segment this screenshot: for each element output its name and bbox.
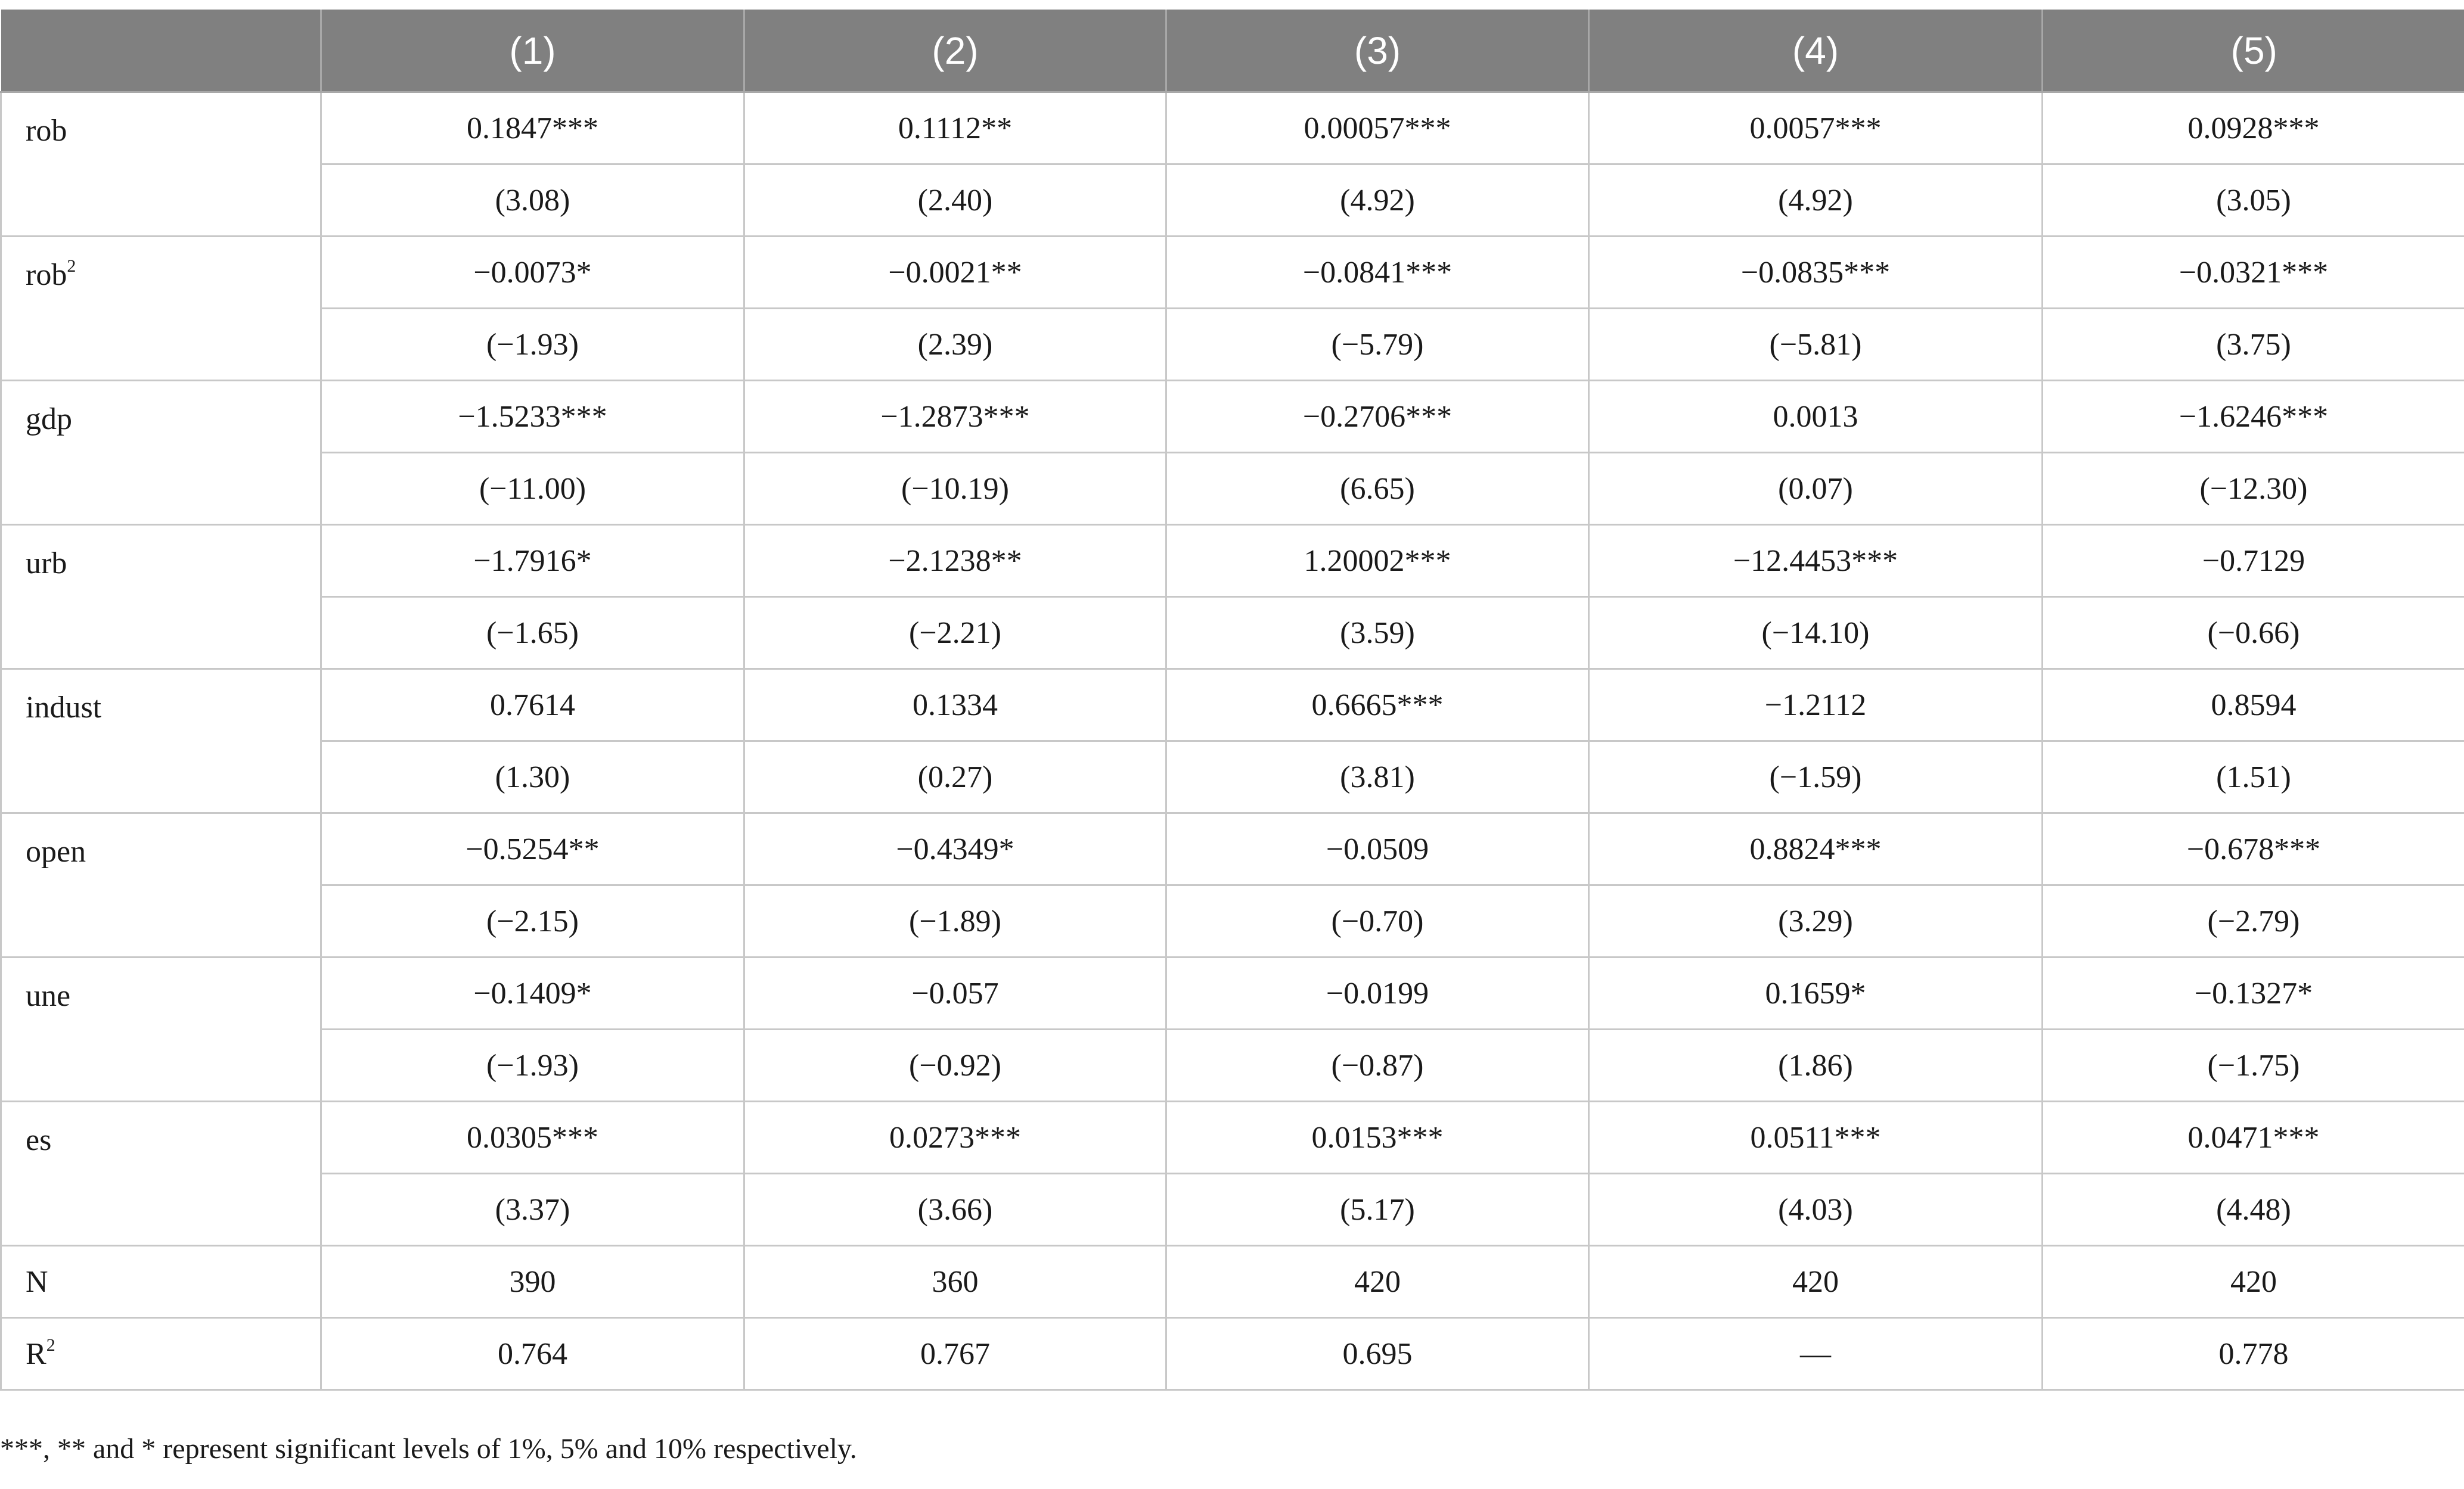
summary-value-cell: 420 [1589,1246,2043,1318]
coefficient-cell: 0.0471*** [2043,1102,2464,1174]
t-statistic-cell: (−1.65) [321,597,744,669]
variable-label [1,669,321,813]
summary-value-cell: 390 [321,1246,744,1318]
variable-label [1,92,321,237]
header-row [1,10,2464,92]
coefficient-cell: 0.0013 [1589,381,2043,453]
coefficient-cell: −1.7916* [321,525,744,597]
t-statistic-cell: (4.03) [1589,1174,2043,1246]
coefficient-cell: 0.6665*** [1166,669,1589,741]
coefficient-cell: 0.1659* [1589,958,2043,1030]
variable-name: gdp [26,402,72,436]
table-footnote: ***, ** and * represent significant levels of 1%, 5% and 10% respectively. [0,1433,857,1465]
variable-label [1,958,321,1102]
summary-value-cell: 420 [2043,1246,2464,1318]
t-statistic-cell: (−1.93) [321,1030,744,1102]
t-statistic-cell: (2.39) [744,309,1166,381]
coefficient-cell: −1.2112 [1589,669,2043,741]
regression-table-container [0,10,2464,1391]
t-statistic-cell: (0.27) [744,741,1166,813]
t-statistic-cell: (−2.15) [321,885,744,958]
t-statistic-row [1,1174,2464,1246]
coefficient-cell: 1.20002*** [1166,525,1589,597]
coefficient-cell: 0.8594 [2043,669,2464,741]
t-statistic-cell: (3.81) [1166,741,1589,813]
t-statistic-row [1,597,2464,669]
summary-value-cell: — [1589,1318,2043,1390]
header-cell-model-2: (2) [744,10,1166,92]
coefficient-row [1,669,2464,741]
coefficient-cell: 0.00057*** [1166,92,1589,164]
coefficient-cell: 0.0305*** [321,1102,744,1174]
summary-row [1,1246,2464,1318]
coefficient-cell: −0.0199 [1166,958,1589,1030]
coefficient-row [1,1102,2464,1174]
t-statistic-cell: (3.37) [321,1174,744,1246]
header-cell-model-4: (4) [1589,10,2043,92]
t-statistic-cell: (5.17) [1166,1174,1589,1246]
coefficient-cell: 0.0928*** [2043,92,2464,164]
variable-label [1,525,321,669]
coefficient-cell: −0.0021** [744,237,1166,309]
variable-superscript: 2 [46,1335,55,1355]
variable-label [1,1246,321,1318]
variable-name: rob [26,114,67,148]
variable-name: rob [26,258,67,292]
t-statistic-cell: (−2.21) [744,597,1166,669]
variable-label [1,1102,321,1246]
coefficient-cell: −0.1327* [2043,958,2464,1030]
t-statistic-cell: (−1.89) [744,885,1166,958]
summary-value-cell: 360 [744,1246,1166,1318]
t-statistic-cell: (3.29) [1589,885,2043,958]
t-statistic-cell: (−10.19) [744,453,1166,525]
regression-table [0,10,2464,1391]
coefficient-cell: −0.678*** [2043,813,2464,885]
variable-label [1,237,321,381]
coefficient-cell: −0.5254** [321,813,744,885]
t-statistic-cell: (3.75) [2043,309,2464,381]
header-cell-corner [1,10,321,92]
t-statistic-cell: (−12.30) [2043,453,2464,525]
variable-name: une [26,979,71,1013]
header-cell-model-1: (1) [321,10,744,92]
variable-label [1,813,321,958]
t-statistic-cell: (3.59) [1166,597,1589,669]
variable-superscript: 2 [67,256,76,276]
t-statistic-cell: (−0.66) [2043,597,2464,669]
coefficient-cell: 0.1112** [744,92,1166,164]
t-statistic-row [1,453,2464,525]
variable-name: es [26,1123,52,1157]
coefficient-cell: −0.057 [744,958,1166,1030]
variable-label [1,1318,321,1390]
variable-name: R [26,1336,46,1371]
coefficient-row [1,958,2464,1030]
t-statistic-row [1,309,2464,381]
variable-name: N [26,1264,48,1299]
t-statistic-cell: (−5.81) [1589,309,2043,381]
summary-value-cell: 0.764 [321,1318,744,1390]
summary-row [1,1318,2464,1390]
coefficient-cell: −0.2706*** [1166,381,1589,453]
t-statistic-cell: (−14.10) [1589,597,2043,669]
coefficient-cell: −0.0321*** [2043,237,2464,309]
t-statistic-cell: (1.86) [1589,1030,2043,1102]
t-statistic-cell: (−1.93) [321,309,744,381]
t-statistic-cell: (1.30) [321,741,744,813]
coefficient-cell: −0.7129 [2043,525,2464,597]
coefficient-cell: −2.1238** [744,525,1166,597]
coefficient-row [1,813,2464,885]
variable-name: open [26,835,86,869]
coefficient-cell: 0.0511*** [1589,1102,2043,1174]
t-statistic-row [1,741,2464,813]
t-statistic-cell: (0.07) [1589,453,2043,525]
coefficient-row [1,237,2464,309]
coefficient-row [1,525,2464,597]
coefficient-cell: −0.0841*** [1166,237,1589,309]
t-statistic-cell: (3.05) [2043,164,2464,237]
t-statistic-row [1,1030,2464,1102]
t-statistic-row [1,164,2464,237]
coefficient-cell: −1.2873*** [744,381,1166,453]
variable-name: indust [26,691,102,725]
coefficient-cell: 0.0153*** [1166,1102,1589,1174]
t-statistic-cell: (3.08) [321,164,744,237]
coefficient-cell: −1.5233*** [321,381,744,453]
coefficient-cell: −0.0835*** [1589,237,2043,309]
summary-value-cell: 420 [1166,1246,1589,1318]
t-statistic-cell: (−1.75) [2043,1030,2464,1102]
header-cell-model-5: (5) [2043,10,2464,92]
t-statistic-cell: (−11.00) [321,453,744,525]
t-statistic-cell: (4.92) [1166,164,1589,237]
summary-value-cell: 0.695 [1166,1318,1589,1390]
t-statistic-cell: (6.65) [1166,453,1589,525]
coefficient-cell: −0.0073* [321,237,744,309]
t-statistic-row [1,885,2464,958]
t-statistic-cell: (2.40) [744,164,1166,237]
coefficient-cell: −1.6246*** [2043,381,2464,453]
coefficient-row [1,92,2464,164]
variable-label [1,381,321,525]
coefficient-cell: 0.0273*** [744,1102,1166,1174]
t-statistic-cell: (4.92) [1589,164,2043,237]
table-body [1,92,2464,1390]
coefficient-cell: −12.4453*** [1589,525,2043,597]
t-statistic-cell: (4.48) [2043,1174,2464,1246]
coefficient-cell: 0.8824*** [1589,813,2043,885]
variable-name: urb [26,546,67,580]
t-statistic-cell: (3.66) [744,1174,1166,1246]
t-statistic-cell: (−0.87) [1166,1030,1589,1102]
t-statistic-cell: (−2.79) [2043,885,2464,958]
summary-value-cell: 0.778 [2043,1318,2464,1390]
header-cell-model-3: (3) [1166,10,1589,92]
t-statistic-cell: (−0.70) [1166,885,1589,958]
t-statistic-cell: (−1.59) [1589,741,2043,813]
summary-value-cell: 0.767 [744,1318,1166,1390]
t-statistic-cell: (−0.92) [744,1030,1166,1102]
t-statistic-cell: (−5.79) [1166,309,1589,381]
t-statistic-cell: (1.51) [2043,741,2464,813]
coefficient-cell: 0.7614 [321,669,744,741]
coefficient-cell: 0.1847*** [321,92,744,164]
coefficient-cell: 0.1334 [744,669,1166,741]
coefficient-cell: 0.0057*** [1589,92,2043,164]
coefficient-cell: −0.0509 [1166,813,1589,885]
coefficient-row [1,381,2464,453]
coefficient-cell: −0.4349* [744,813,1166,885]
coefficient-cell: −0.1409* [321,958,744,1030]
